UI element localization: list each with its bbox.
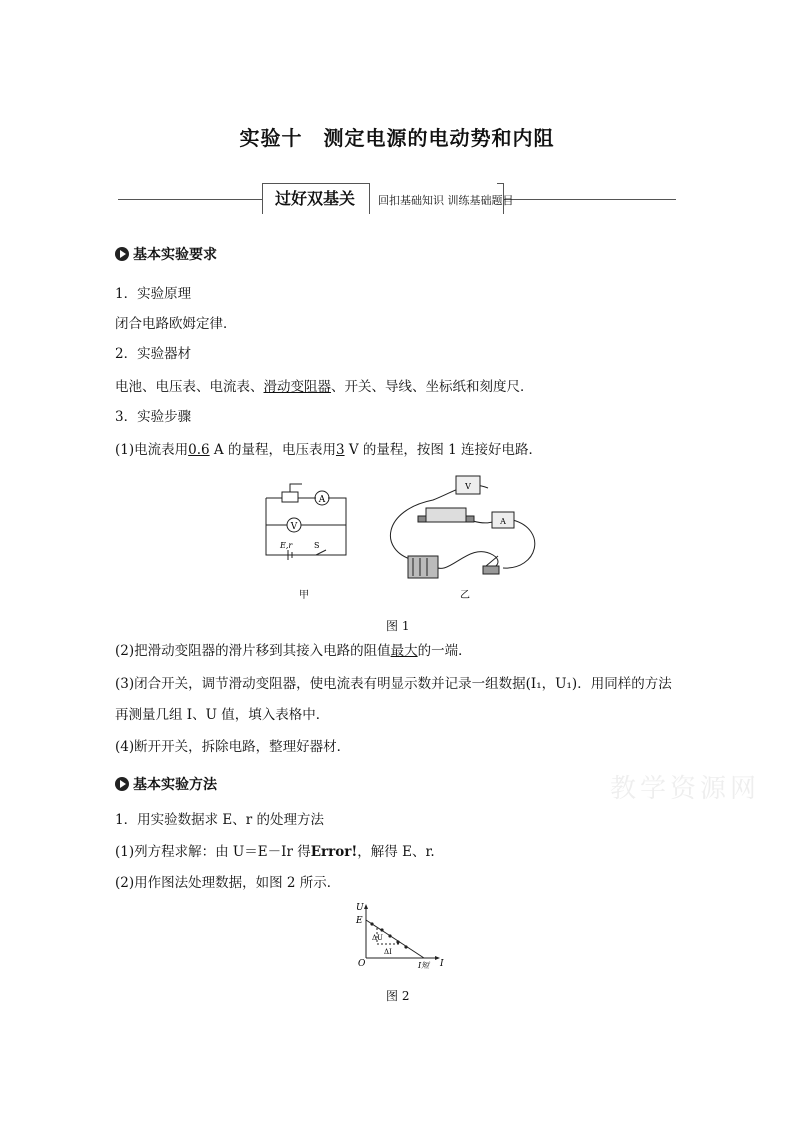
figure1-right-label: 乙 xyxy=(460,590,470,601)
battery-label: E,r xyxy=(280,541,293,550)
origin-label: O xyxy=(358,959,366,969)
ammeter-symbol: A xyxy=(318,495,326,505)
switch-label: S xyxy=(314,541,320,550)
intercept-e: E xyxy=(356,916,363,926)
item2-text: 电池、电压表、电流表、滑动变阻器、开关、导线、坐标纸和刻度尺． xyxy=(115,379,534,395)
section-heading-methods: 基本实验方法 xyxy=(115,774,217,794)
voltmeter-symbol: V xyxy=(290,522,298,532)
intercept-ishort: I短 xyxy=(418,961,430,970)
banner-title: 过好双基关 xyxy=(274,189,355,208)
section-heading-requirements: 基本实验要求 xyxy=(115,244,217,264)
figure1-caption: 图 1 xyxy=(386,619,410,633)
method2-text: (2)用作图法处理数据，如图 2 所示． xyxy=(115,875,341,891)
item2-title: 2．实验器材 xyxy=(115,346,192,362)
delta-u-label: ΔU xyxy=(372,934,383,942)
apparatus-voltmeter: V xyxy=(465,482,471,491)
watermark: 教学资源网 xyxy=(610,774,761,804)
page-title: 实验十 测定电源的电动势和内阻 xyxy=(239,126,555,150)
method-item1-title: 1．用实验数据求 E、r 的处理方法 xyxy=(115,812,324,828)
figure2-graph xyxy=(352,900,452,972)
step3-line2: 再测量几组 I、U 值，填入表格中． xyxy=(115,707,330,723)
item1-text: 闭合电路欧姆定律． xyxy=(115,316,237,332)
apparatus-ammeter: A xyxy=(500,517,506,526)
figure1-diagrams xyxy=(258,470,558,610)
delta-i-label: ΔI xyxy=(384,948,392,956)
item3-title: 3．实验步骤 xyxy=(115,409,192,425)
step4-text: (4)断开开关，拆除电路，整理好器材． xyxy=(115,739,351,755)
step2-text: (2)把滑动变阻器的滑片移到其接入电路的阻值最大的一端． xyxy=(115,643,472,659)
circuit-schematic xyxy=(266,484,346,560)
play-circle-icon xyxy=(115,777,129,791)
y-axis-label: U xyxy=(356,903,364,913)
x-axis-label: I xyxy=(440,959,444,969)
figure2-caption: 图 2 xyxy=(386,989,410,1003)
step3-line1: (3)闭合开关，调节滑动变阻器，使电流表有明显示数并记录一组数据(I₁，U₁)．用同样的方法 xyxy=(115,676,672,692)
play-circle-icon xyxy=(115,247,129,261)
item1-title: 1．实验原理 xyxy=(115,286,192,302)
banner-bracket xyxy=(497,183,504,214)
banner-right-rule xyxy=(503,199,676,200)
method1-text: (1)列方程求解：由 U＝E－Ir 得Error!，解得 E、r. xyxy=(115,844,435,860)
apparatus-drawing xyxy=(390,476,534,578)
figure1-left-label: 甲 xyxy=(299,590,309,601)
step1-text: (1)电流表用0.6 A 的量程，电压表用3 V 的量程，按图 1 连接好电路． xyxy=(115,442,543,458)
banner-subtitle: 回扣基础知识 训练基础题目 xyxy=(378,194,514,207)
banner-left-rule xyxy=(118,199,262,200)
